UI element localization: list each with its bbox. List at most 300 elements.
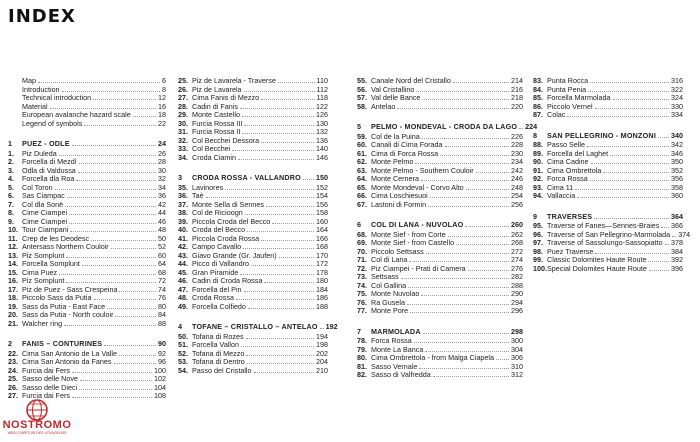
- entry-name: Monte Pelmo: [371, 157, 414, 166]
- dot-leader: [465, 226, 509, 227]
- entry-name: Tofana di Dentro: [192, 357, 245, 366]
- section-number: 6: [357, 220, 361, 229]
- entry-number: 52.: [178, 348, 188, 358]
- entry-number: 14.: [8, 259, 18, 268]
- page-title: INDEX: [8, 6, 76, 27]
- entry-number: 89.: [533, 148, 543, 158]
- entry-page: 366: [671, 221, 683, 230]
- entry-name: Col Toron: [22, 182, 53, 192]
- entry-number: 13.: [8, 250, 18, 260]
- dot-leader: [69, 214, 156, 215]
- entry-number: 63.: [357, 165, 367, 175]
- entry-number: 75.: [357, 289, 367, 298]
- entry-name: Monte Pelmo - Southern Couloir: [371, 165, 474, 175]
- entry-number: 81.: [357, 361, 367, 371]
- dot-leader: [610, 155, 669, 156]
- entry-number: 49.: [178, 301, 188, 311]
- entry-number: 26.: [8, 382, 18, 392]
- entry-number: 35.: [178, 182, 188, 192]
- entry-number: 90.: [533, 157, 543, 166]
- dot-leader: [261, 99, 314, 100]
- entry-page: 100: [154, 365, 166, 375]
- dot-leader: [82, 265, 156, 266]
- section-heading: [8, 140, 166, 149]
- entry-name: Monte Sella di Sennes: [192, 199, 264, 209]
- entry-page: 186: [316, 293, 328, 302]
- section-title: FANIS – CONTURINES: [22, 339, 103, 348]
- entry-number: 25.: [178, 76, 188, 85]
- dot-leader: [67, 197, 156, 198]
- index-entry: [178, 154, 328, 163]
- entry-name: Val delle Bance: [371, 93, 421, 102]
- entry-page: 246: [511, 174, 523, 183]
- dot-leader: [70, 231, 156, 232]
- entry-number: 27.: [8, 391, 18, 400]
- entry-page: 158: [316, 208, 328, 217]
- entry-name: Col de la Puina: [371, 131, 420, 141]
- dot-leader: [426, 253, 509, 254]
- entry-name: Monte Sief - from Castello: [371, 238, 455, 247]
- section-heading: [357, 221, 523, 230]
- entry-number: 96.: [533, 229, 543, 239]
- dot-leader: [246, 338, 314, 339]
- dot-leader: [232, 150, 314, 151]
- entry-number: 9.: [8, 216, 14, 226]
- entry-name: Cima Ombrettola: [547, 165, 602, 175]
- section-page: 298: [511, 326, 523, 336]
- dot-leader: [50, 108, 156, 109]
- dot-leader: [72, 145, 156, 146]
- dot-leader: [94, 299, 156, 300]
- entry-number: 100.: [533, 263, 547, 273]
- entry-name: Traverse of San Pellegrino-Marmolada: [547, 229, 671, 239]
- entry-name: Croda Rossa: [192, 293, 234, 302]
- dot-leader: [78, 172, 156, 173]
- section-page: 90: [158, 339, 166, 348]
- index-entry: [357, 201, 523, 210]
- entry-name: Sasso delle Dieci: [22, 382, 78, 392]
- dot-leader: [661, 227, 669, 228]
- entry-number: 45.: [178, 267, 188, 277]
- dot-leader: [649, 270, 669, 271]
- entry-name: Puez Traverse: [547, 246, 594, 256]
- entry-name: Cadin di Fanis: [192, 101, 238, 111]
- entry-name: Passo Selle: [547, 140, 585, 149]
- entry-name: Forcella del Pin: [192, 284, 242, 294]
- dot-leader: [241, 346, 314, 347]
- spacer: [533, 201, 683, 209]
- dot-leader: [107, 308, 156, 309]
- entry-number: 23.: [8, 357, 18, 366]
- dot-leader: [658, 137, 669, 138]
- entry-page: 80: [158, 301, 166, 311]
- entry-name: Cime Ciampei: [22, 216, 68, 226]
- entry-number: 88.: [533, 140, 543, 149]
- section-heading: [357, 328, 523, 337]
- dot-leader: [238, 159, 314, 160]
- entry-name: Forca Rossa: [547, 174, 588, 183]
- dot-leader: [575, 189, 669, 190]
- entry-page: 330: [671, 101, 683, 111]
- dot-leader: [91, 240, 156, 241]
- spacer: [178, 311, 328, 319]
- dot-leader: [93, 99, 156, 100]
- dot-leader: [247, 363, 314, 364]
- entry-page: 220: [511, 101, 523, 111]
- entry-name: Piz de Puez - Sass Crespeina: [22, 284, 118, 294]
- entry-page: 166: [316, 233, 328, 243]
- entry-name: Forcella dla Roa: [22, 174, 75, 183]
- entry-page: 60: [158, 250, 166, 260]
- dot-leader: [261, 142, 314, 143]
- entry-page: 34: [158, 182, 166, 192]
- entry-number: 29.: [178, 110, 188, 119]
- entry-name: Antersass Northern Couloir: [22, 242, 109, 251]
- entry-page: 210: [316, 365, 328, 375]
- entry-number: 69.: [357, 238, 367, 247]
- entry-number: 67.: [357, 199, 367, 209]
- spacer: [8, 328, 166, 336]
- entry-page: 170: [316, 250, 328, 260]
- entry-name: European avalanche hazard scale: [22, 110, 131, 119]
- entry-name: Introduction: [22, 84, 60, 94]
- entry-page: 92: [158, 348, 166, 358]
- entry-number: 21.: [8, 318, 18, 328]
- section-heading: [178, 322, 338, 332]
- entry-page: 126: [316, 110, 328, 119]
- dot-leader: [240, 108, 314, 109]
- index-entry: [533, 192, 683, 201]
- entry-page: 74: [158, 284, 166, 294]
- entry-name: Punta Rocca: [547, 76, 589, 85]
- entry-page: 172: [316, 259, 328, 268]
- dot-leader: [595, 253, 669, 254]
- entry-name: Forcella del Laghet: [547, 148, 609, 158]
- entry-number: 98.: [533, 246, 543, 256]
- entry-name: Cima Ombrettola - from Malga Ciapela: [371, 353, 495, 362]
- entry-number: 20.: [8, 310, 18, 319]
- dot-leader: [408, 287, 509, 288]
- dot-leader: [591, 163, 669, 164]
- dot-leader: [603, 172, 669, 173]
- index-entry: [357, 307, 523, 316]
- dot-leader: [422, 99, 509, 100]
- entry-page: 46: [158, 216, 166, 226]
- entry-number: 86.: [533, 101, 543, 111]
- entry-number: 27.: [178, 93, 188, 102]
- dot-leader: [401, 278, 509, 279]
- dot-leader: [76, 180, 156, 181]
- entry-name: Monte Pore: [371, 306, 409, 315]
- dot-leader: [246, 355, 314, 356]
- dot-leader: [79, 163, 156, 164]
- entry-page: 316: [671, 76, 683, 85]
- dot-leader: [206, 197, 314, 198]
- entry-page: 346: [671, 148, 683, 158]
- entry-name: Piccolo Sass da Putia: [22, 293, 92, 302]
- dot-leader: [38, 82, 160, 83]
- entry-name: Piccola Croda del Becco: [192, 216, 271, 226]
- entry-name: Piz de Lavarela: [192, 84, 242, 94]
- entry-number: 93.: [533, 182, 543, 192]
- entry-page: 248: [511, 182, 523, 192]
- entry-page: 12: [158, 93, 166, 102]
- dot-leader: [248, 308, 314, 309]
- entry-page: 110: [316, 76, 328, 85]
- section-title: SAN PELLEGRINO - MONZONI: [547, 130, 657, 140]
- entry-name: Sasso delle Nove: [22, 374, 78, 383]
- entry-number: 10.: [8, 225, 18, 234]
- section-title: PELMO - MONDEVAL - CRODA DA LAGO: [371, 122, 518, 131]
- dot-leader: [496, 359, 509, 360]
- entry-page: 256: [511, 199, 523, 209]
- entry-name: Col Becchei: [192, 144, 231, 153]
- index-entry: [8, 320, 166, 329]
- dot-leader: [613, 99, 669, 100]
- dot-leader: [236, 299, 314, 300]
- entry-name: Cima San Antonio de La Valle: [22, 348, 117, 358]
- entry-page: 68: [158, 267, 166, 277]
- entry-number: 41.: [178, 233, 188, 243]
- dot-leader: [587, 146, 669, 147]
- dot-leader: [468, 270, 509, 271]
- dot-leader: [64, 325, 156, 326]
- entry-name: Vallaccia: [547, 191, 576, 200]
- entry-name: Forcella Somplunt: [22, 259, 80, 268]
- entry-name: Sass da Putia - North couloir: [22, 310, 114, 319]
- entry-page: 26: [158, 148, 166, 158]
- entry-name: Settsass: [371, 272, 399, 281]
- entry-number: 85.: [533, 93, 543, 102]
- entry-number: 8.: [8, 208, 14, 217]
- section-heading: [8, 340, 166, 349]
- entry-page: 136: [316, 135, 328, 145]
- entry-number: 48.: [178, 293, 188, 302]
- dot-leader: [588, 91, 669, 92]
- dot-leader: [244, 291, 314, 292]
- entry-name: Cima Loschiesuoi: [371, 191, 428, 200]
- entry-name: Passo del Cristallo: [192, 365, 252, 375]
- entry-name: Furcia Rossa III: [192, 118, 243, 128]
- nostromo-logo: [2, 397, 72, 437]
- entry-number: 91.: [533, 165, 543, 175]
- entry-name: Cima 11: [547, 182, 574, 192]
- dot-leader: [254, 372, 314, 373]
- entry-name: Taè: [192, 191, 204, 200]
- entry-page: 48: [158, 225, 166, 234]
- entry-page: 272: [511, 246, 523, 256]
- entry-page: 396: [671, 263, 683, 273]
- entry-page: 32: [158, 174, 166, 183]
- spacer: [533, 273, 683, 281]
- entry-name: Odla di Valdussa: [22, 165, 76, 175]
- dot-leader: [590, 82, 669, 83]
- section-number: 7: [357, 326, 361, 336]
- dot-leader: [590, 180, 669, 181]
- entry-page: 230: [511, 148, 523, 158]
- entry-name: Monte Sief - from Corte: [371, 229, 446, 239]
- entry-name: Cima Cadine: [547, 157, 589, 166]
- entry-number: 59.: [357, 131, 367, 141]
- entry-name: Gran Piramide: [192, 267, 239, 277]
- entry-number: 68.: [357, 229, 367, 239]
- index-entry: [357, 103, 523, 112]
- spacer: [178, 375, 328, 383]
- dot-leader: [111, 248, 156, 249]
- entry-page: 8: [162, 84, 166, 94]
- entry-page: 214: [511, 76, 523, 85]
- dot-leader: [456, 244, 509, 245]
- entry-name: Forcella Colfiedo: [192, 301, 246, 311]
- entry-page: 42: [158, 199, 166, 209]
- entry-name: Furcia Rossa II: [192, 127, 241, 136]
- section-page: 364: [671, 211, 683, 221]
- entry-page: 310: [511, 361, 523, 371]
- entry-number: 74.: [357, 280, 367, 290]
- entry-page: 216: [511, 84, 523, 94]
- entry-name: Col Becchei Dessora: [192, 135, 260, 145]
- entry-page: 28: [158, 157, 166, 166]
- entry-name: Walcher ring: [22, 318, 63, 328]
- entry-number: 94.: [533, 191, 543, 200]
- entry-name: Piccola Croda Rossa: [192, 233, 260, 243]
- dot-leader: [448, 236, 509, 237]
- entry-number: 15.: [8, 267, 18, 277]
- entry-number: 99.: [533, 255, 543, 264]
- section-page: 192: [325, 322, 338, 331]
- entry-page: 84: [158, 310, 166, 319]
- entry-name: Piccolo Vernel: [547, 101, 593, 111]
- entry-number: 71.: [357, 255, 367, 264]
- entry-number: 11.: [8, 233, 18, 243]
- spacer: [357, 380, 523, 388]
- entry-page: 384: [671, 246, 683, 256]
- entry-page: 118: [316, 93, 328, 102]
- dot-leader: [567, 116, 669, 117]
- entry-page: 72: [158, 276, 166, 285]
- dot-leader: [594, 218, 669, 219]
- spacer: [357, 111, 523, 119]
- entry-number: 87.: [533, 110, 543, 119]
- dot-leader: [419, 368, 509, 369]
- entry-page: 288: [511, 280, 523, 290]
- entry-name: Sas Ciampac: [22, 191, 65, 200]
- entry-name: Sass da Putia - East Face: [22, 301, 106, 311]
- entry-page: 102: [154, 374, 166, 383]
- entry-page: 36: [158, 191, 166, 200]
- entry-name: Monte Castello: [192, 110, 240, 119]
- dot-leader: [466, 189, 509, 190]
- entry-number: 60.: [357, 140, 367, 149]
- entry-name: Cima Fanis di Mezzo: [192, 93, 260, 102]
- entry-name: Cadin di Croda Rossa: [192, 276, 263, 285]
- entry-page: 88: [158, 318, 166, 328]
- entry-page: 96: [158, 357, 166, 366]
- spacer: [357, 316, 523, 324]
- section-heading: [533, 213, 683, 222]
- entry-name: Ra Gusela: [371, 297, 405, 307]
- entry-number: 44.: [178, 259, 188, 268]
- dot-leader: [72, 397, 152, 398]
- dot-leader: [453, 82, 509, 83]
- entry-name: Monte La Banca: [371, 344, 424, 354]
- entry-page: 334: [671, 110, 683, 119]
- entry-number: 79.: [357, 344, 367, 354]
- dot-leader: [409, 261, 509, 262]
- entry-name: Traverse of Fanes—Sennes-Braies: [547, 221, 660, 230]
- entry-page: 180: [316, 276, 328, 285]
- entry-page: 234: [511, 157, 523, 166]
- section-title: TRAVERSES: [547, 211, 593, 221]
- index-entry: [533, 265, 683, 274]
- dot-leader: [104, 345, 156, 346]
- entry-number: 54.: [178, 365, 188, 375]
- dot-leader: [242, 116, 314, 117]
- entry-number: 56.: [357, 84, 367, 94]
- entry-number: 70.: [357, 246, 367, 256]
- entry-number: 51.: [178, 340, 188, 349]
- entry-number: 65.: [357, 182, 367, 192]
- dot-leader: [119, 291, 156, 292]
- entry-name: Cima San Antonio da Fanes: [22, 357, 112, 366]
- entry-number: 82.: [357, 370, 367, 379]
- entry-page: 374: [678, 229, 691, 239]
- entry-name: Val Cristallino: [371, 84, 415, 94]
- dot-leader: [577, 197, 669, 198]
- entry-number: 43.: [178, 250, 188, 260]
- entry-page: 184: [316, 284, 328, 294]
- entry-page: 290: [511, 289, 523, 298]
- dot-leader: [119, 355, 156, 356]
- entry-name: Sasso Vernale: [371, 361, 418, 371]
- entry-name: Forcella Marmolada: [547, 93, 611, 102]
- dot-leader: [415, 163, 509, 164]
- entry-number: 19.: [8, 301, 18, 311]
- entry-name: Tofana di Mezzo: [192, 348, 245, 358]
- entry-number: 32.: [178, 135, 188, 145]
- entry-page: 132: [316, 127, 328, 136]
- dot-leader: [422, 138, 509, 139]
- entry-name: Piz Duleda: [22, 148, 57, 158]
- section-title: CRODA ROSSA - VALLANDRO: [192, 173, 301, 182]
- entry-page: 16: [158, 101, 166, 111]
- dot-leader: [84, 125, 156, 126]
- entry-name: Material: [22, 101, 48, 111]
- entry-page: 194: [316, 331, 328, 341]
- dot-leader: [410, 312, 509, 313]
- entry-number: 40.: [178, 225, 188, 234]
- entry-name: Croda Ciamin: [192, 152, 236, 162]
- spacer: [178, 162, 328, 170]
- dot-leader: [244, 91, 315, 92]
- entry-number: 6.: [8, 191, 14, 200]
- entry-page: 202: [316, 348, 328, 358]
- entry-name: Croda del Becco: [192, 225, 246, 234]
- entry-page: 378: [671, 238, 683, 247]
- entry-page: 254: [511, 191, 523, 200]
- entry-name: Punta Penia: [547, 84, 587, 94]
- entry-page: 112: [316, 84, 328, 94]
- entry-number: 72.: [357, 263, 367, 273]
- dot-leader: [407, 304, 509, 305]
- entry-page: 226: [511, 131, 523, 141]
- entry-number: 80.: [357, 353, 367, 362]
- entry-number: 5.: [8, 182, 14, 192]
- dot-leader: [115, 316, 156, 317]
- entry-page: 358: [671, 182, 683, 192]
- dot-leader: [80, 380, 152, 381]
- entry-page: 228: [511, 140, 523, 149]
